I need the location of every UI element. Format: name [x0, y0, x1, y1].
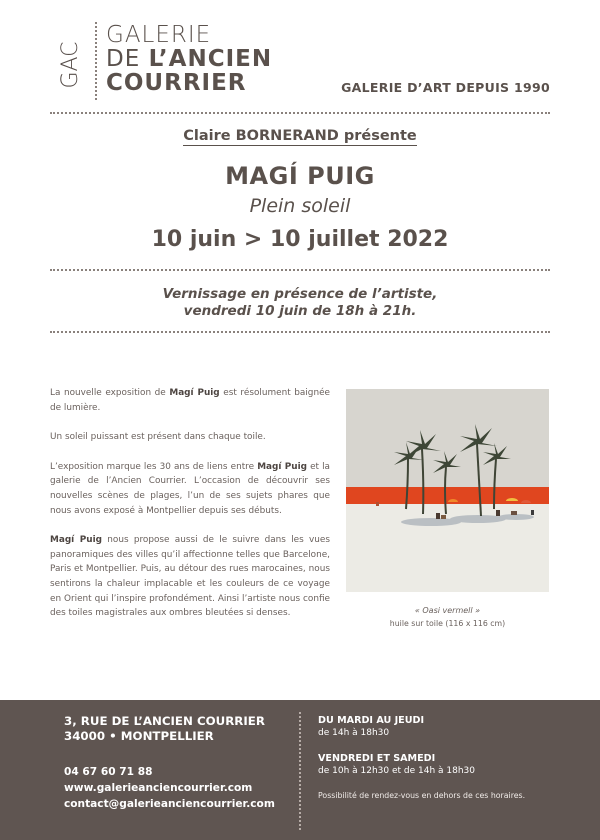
footer-divider — [299, 712, 301, 830]
gallery-name-line2-bold: L’ANCIEN — [148, 46, 273, 72]
p1-text-end: est résolument baignée de lumière. — [50, 388, 330, 413]
address-line1: 3, RUE DE L’ANCIEN COURRIER — [64, 714, 265, 728]
website-link[interactable]: www.galerieanciencourrier.com — [64, 782, 253, 794]
footer — [0, 700, 600, 840]
gallery-name-line3: COURRIER — [106, 70, 247, 96]
p3-text-end: et la galerie de l’Ancien Courrier. L’occasion de découvrir ses nouvelles scènes de plages, l’un de ses sujets phares que nous avons exposé à Montpellier depuis ses débuts. — [50, 461, 330, 516]
email-link[interactable]: contact@galerieanciencourrier.com — [64, 798, 275, 810]
artwork-caption-title: « Oasi vermell » — [414, 606, 481, 615]
hours2-value: de 10h à 12h30 et de 14h à 18h30 — [318, 766, 476, 776]
presenter-text: Claire BORNERAND présente — [183, 128, 417, 144]
exhibition-dates: 10 juin > 10 juillet 2022 — [151, 227, 449, 252]
header — [0, 0, 600, 110]
vernissage-line1: Vernissage en présence de l’artiste, — [162, 286, 438, 302]
paragraph-1 — [50, 386, 330, 415]
footer-hours — [318, 714, 578, 801]
logo-divider — [95, 22, 97, 100]
presenter-line — [0, 128, 600, 144]
painting-sky-top — [346, 389, 549, 489]
contact-block — [64, 764, 294, 812]
address-line2: 34000 • MONTPELLIER — [64, 729, 214, 743]
paragraph-3 — [50, 460, 330, 518]
exhibition-title: Plein soleil — [249, 195, 351, 217]
gallery-tagline: GALERIE D’ART DEPUIS 1990 — [341, 80, 550, 95]
p4-text: nous propose aussi de le suivre dans les vues panoramiques des villes qu’il affectionne telles que Barcelone, Paris et Montpellier. Puis, au détour des rues marocaines, nous sentirons la chaleur implacable et les couleurs de ce voyage en Orient qui l’inspire profondément. Ainsi l’artiste nous confie des toiles magistrales aux ombres bleutées si denses. — [50, 535, 330, 619]
vernissage-info — [0, 286, 600, 320]
gallery-logo-mark — [56, 30, 86, 100]
separator-bottom — [50, 331, 550, 333]
separator-middle — [50, 269, 550, 271]
gallery-name-line1: GALERIE — [106, 22, 212, 48]
artwork-caption — [346, 604, 549, 630]
p4-artist: Magí Puig — [50, 535, 102, 546]
artwork-oasi-vermell — [346, 389, 549, 592]
phone-number[interactable]: 04 67 60 71 88 — [64, 766, 153, 778]
separator-top — [50, 112, 550, 114]
hours1-value: de 14h à 18h30 — [318, 728, 390, 738]
p3-text: L’exposition marque les 30 ans de liens entre — [50, 461, 258, 472]
gallery-name-line2 — [106, 47, 272, 71]
paragraph-2: Un soleil puissant est présent dans chaque toile. — [50, 432, 266, 443]
p3-artist: Magí Puig — [257, 461, 307, 472]
appointment-note: Possibilité de rendez-vous en dehors de ces horaires. — [318, 791, 526, 800]
artwork-caption-medium: huile sur toile (116 x 116 cm) — [389, 619, 506, 628]
hours1-label: DU MARDI AU JEUDI — [318, 715, 425, 726]
painting-red-wall — [346, 487, 549, 504]
footer-contact — [64, 714, 294, 812]
hours2-label: VENDREDI ET SAMEDI — [318, 753, 436, 764]
artist-name: MAGÍ PUIG — [225, 162, 375, 190]
p1-artist: Magí Puig — [169, 388, 220, 398]
gallery-name — [106, 24, 272, 95]
p1-text: La nouvelle exposition de — [50, 388, 170, 398]
exhibition-description — [50, 386, 330, 636]
gallery-name-line2-light: DE — [106, 46, 149, 72]
vernissage-line2: vendredi 10 juin de 18h à 21h. — [183, 303, 417, 319]
logo-mark-text: GAC — [58, 41, 83, 89]
paragraph-4 — [50, 533, 330, 621]
